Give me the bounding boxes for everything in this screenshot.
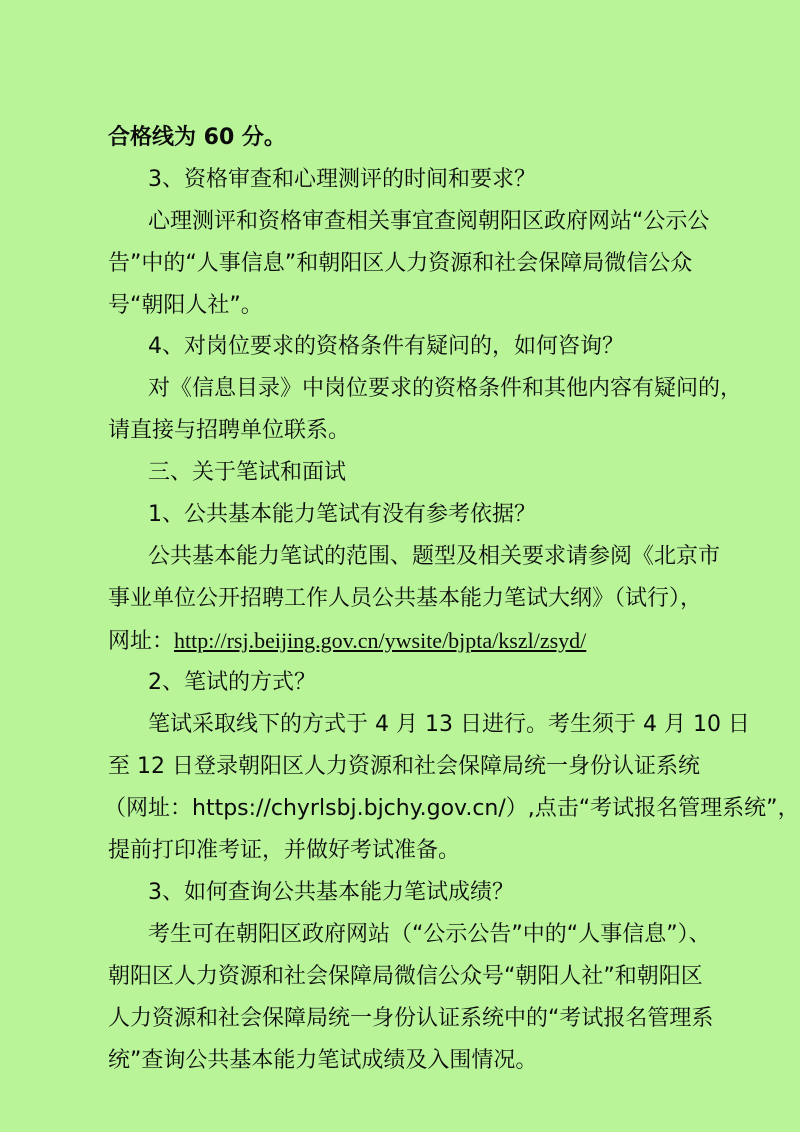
syllabus-url-link[interactable]: http://rsj.beijing.gov.cn/ywsite/bjpta/kszl/zsyd/ (174, 628, 587, 653)
answer-3b-line-4: 统”查询公共基本能力笔试成绩及入围情况。 (108, 1048, 538, 1073)
answer-2-line-1: 笔试采取线下的方式于 4 月 13 日进行。考生须于 4 月 10 日 (148, 712, 750, 737)
answer-3-line-1: 心理测评和资格审查相关事宜查阅朝阳区政府网站“公示公 (148, 209, 710, 234)
question-1-heading: 1、公共基本能力笔试有没有参考依据？ (148, 502, 536, 527)
question-4-heading: 4、对岗位要求的资格条件有疑问的，如何咨询？ (148, 334, 624, 359)
answer-4-line-1: 对《信息目录》中岗位要求的资格条件和其他内容有疑问的， (148, 376, 743, 401)
answer-1-url-line (108, 624, 708, 659)
answer-1-line-1: 公共基本能力笔试的范围、题型及相关要求请参阅《北京市 (148, 544, 721, 569)
answer-2-line-3: （网址：https://chyrlsbj.bjchy.gov.cn/）,点击“考试报名管理系统”， (104, 796, 800, 821)
section-3-heading: 三、关于笔试和面试 (148, 460, 347, 485)
answer-4-line-2: 请直接与招聘单位联系。 (108, 418, 351, 443)
url-label: 网址： (108, 629, 175, 654)
answer-1-line-2: 事业单位公开招聘工作人员公共基本能力笔试大纲》（试行）， (108, 586, 703, 611)
passing-score-line: 合格线为 60 分。 (108, 125, 286, 150)
answer-3b-line-2: 朝阳区人力资源和社会保障局微信公众号“朝阳人社”和朝阳区 (108, 964, 703, 989)
answer-3b-line-3: 人力资源和社会保障局统一身份认证系统中的“考试报名管理系 (108, 1006, 714, 1031)
answer-3-line-3: 号“朝阳人社”。 (108, 293, 263, 318)
question-3-heading: 3、资格审查和心理测评的时间和要求？ (148, 167, 536, 192)
question-3b-heading: 3、如何查询公共基本能力笔试成绩？ (148, 880, 514, 905)
answer-3b-line-1: 考生可在朝阳区政府网站（“公示公告”中的“人事信息”）、 (148, 922, 711, 947)
answer-2-line-4: 提前打印准考证，并做好考试准备。 (108, 838, 461, 863)
answer-3-line-2: 告”中的“人事信息”和朝阳区人力资源和社会保障局微信公众 (108, 251, 693, 276)
question-2-heading: 2、笔试的方式？ (148, 670, 316, 695)
answer-2-line-2: 至 12 日登录朝阳区人力资源和社会保障局统一身份认证系统 (108, 754, 700, 779)
